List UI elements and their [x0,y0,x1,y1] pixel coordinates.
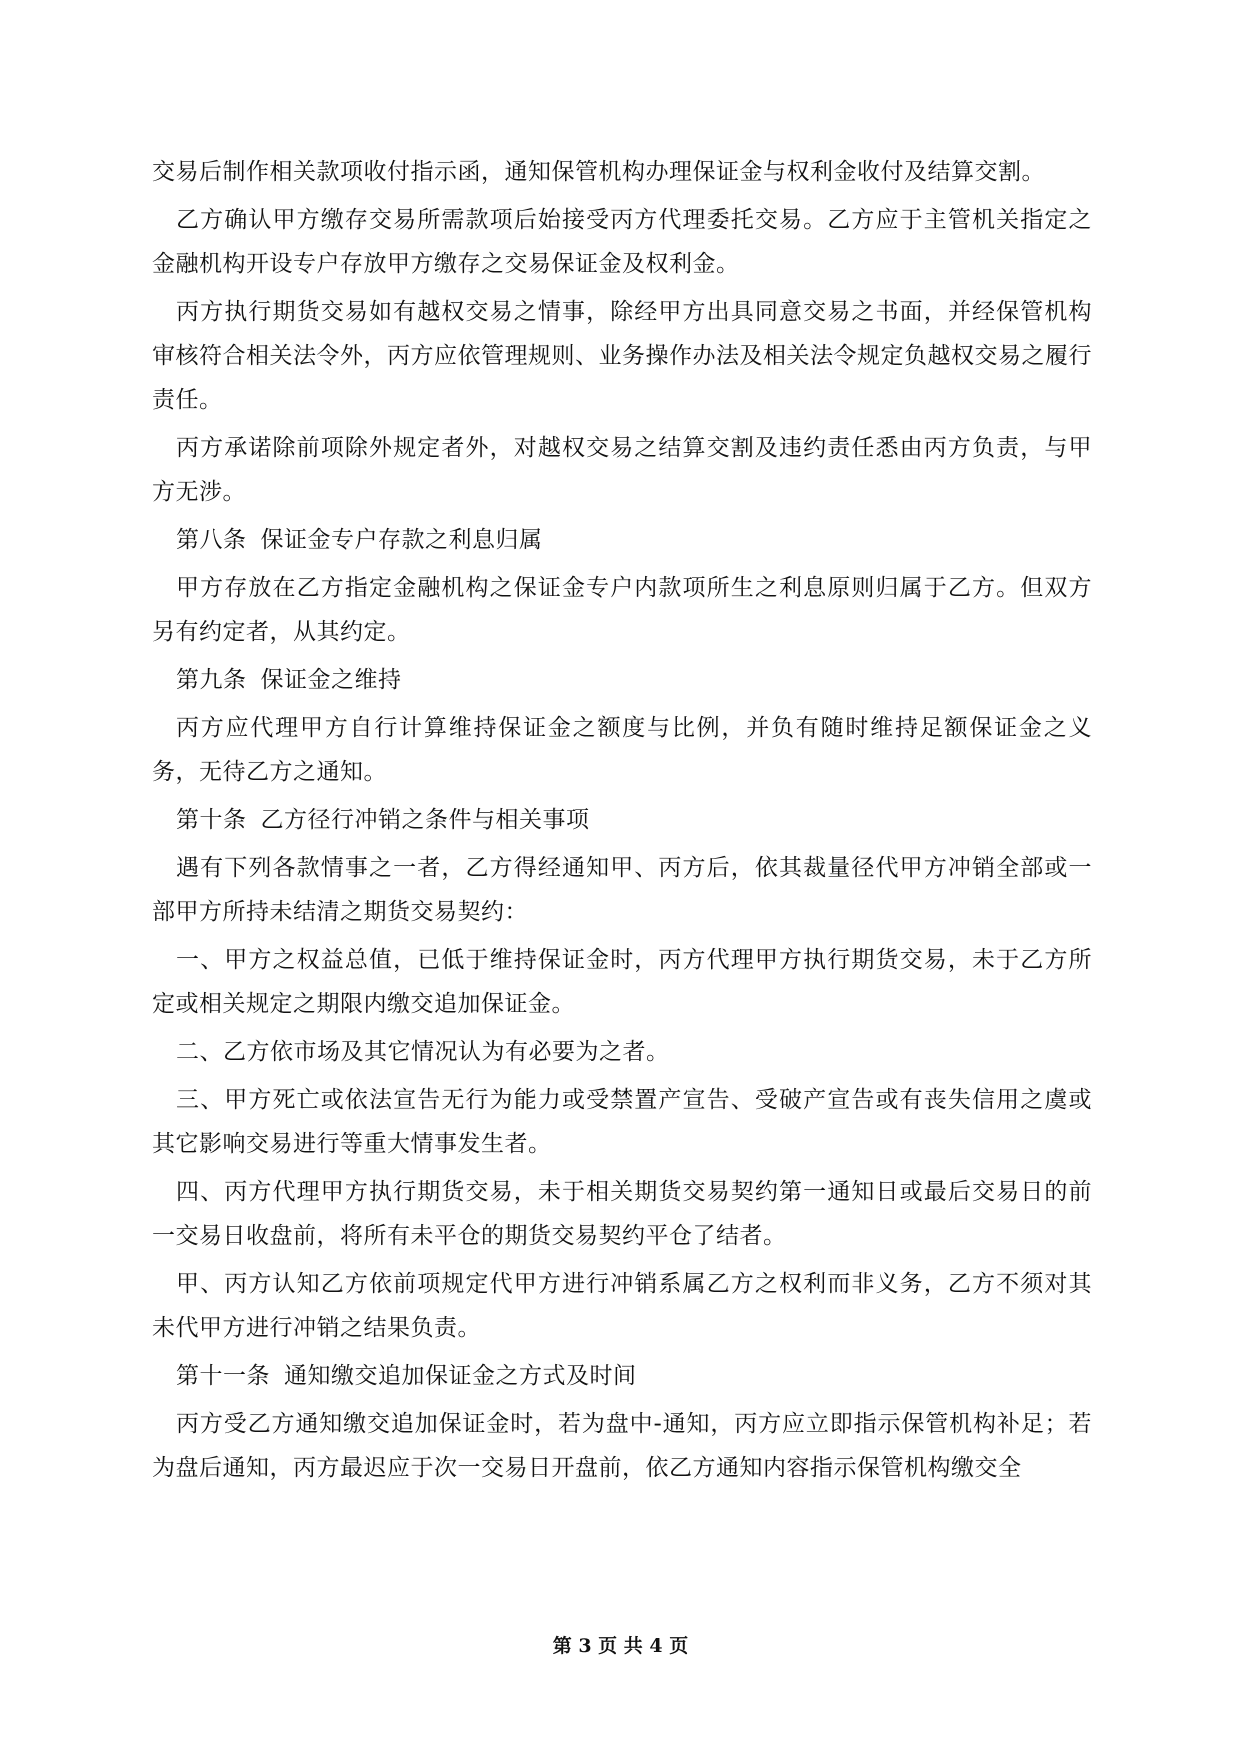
article-title: 保证金专户存款之利息归属 [260,527,543,553]
article-heading [152,518,1092,562]
article-title: 通知缴交追加保证金之方式及时间 [284,1363,637,1389]
paragraph: 甲、丙方认知乙方依前项规定代甲方进行冲销系属乙方之权利而非义务，乙方不须对其未代甲方进行冲销之结果负责。 [152,1271,1092,1341]
article-heading [152,1354,1092,1398]
list-item: 一、甲方之权益总值，已低于维持保证金时，丙方代理甲方执行期货交易，未于乙方所定或相关规定之期限内缴交追加保证金。 [152,947,1092,1017]
page-number-footer: 第 3 页 共 4 页 [552,1635,689,1657]
paragraph: 遇有下列各款情事之一者，乙方得经通知甲、丙方后，依其裁量径代甲方冲销全部或一部甲方所持未结清之期货交易契约： [152,855,1092,925]
list-item: 三、甲方死亡或依法宣告无行为能力或受禁置产宣告、受破产宣告或有丧失信用之虞或其它影响交易进行等重大情事发生者。 [152,1087,1092,1157]
article-title: 乙方径行冲销之条件与相关事项 [260,807,590,833]
list-item: 二、乙方依市场及其它情况认为有必要为之者。 [176,1039,670,1065]
document-body [152,150,1092,1494]
paragraph: 丙方承诺除前项除外规定者外，对越权交易之结算交割及违约责任悉由丙方负责，与甲方无涉。 [152,435,1092,505]
paragraph: 丙方执行期货交易如有越权交易之情事，除经甲方出具同意交易之书面，并经保管机构审核符合相关法令外，丙方应依管理规则、业务操作办法及相关法令规定负越权交易之履行责任。 [152,299,1092,413]
article-heading [152,658,1092,702]
article-number: 第十条 [176,807,247,833]
paragraph: 丙方受乙方通知缴交追加保证金时，若为盘中-通知，丙方应立即指示保管机构补足；若为盘后通知，丙方最迟应于次一交易日开盘前，依乙方通知内容指示保管机构缴交全 [152,1411,1092,1481]
article-number: 第八条 [176,527,247,553]
article-number: 第九条 [176,667,247,693]
paragraph: 交易后制作相关款项收付指示函，通知保管机构办理保证金与权利金收付及结算交割。 [152,159,1045,185]
paragraph: 乙方确认甲方缴存交易所需款项后始接受丙方代理委托交易。乙方应于主管机关指定之金融机构开设专户存放甲方缴存之交易保证金及权利金。 [152,207,1092,277]
article-heading [152,798,1092,842]
article-number: 第十一条 [176,1363,270,1389]
paragraph: 丙方应代理甲方自行计算维持保证金之额度与比例，并负有随时维持足额保证金之义务，无待乙方之通知。 [152,715,1092,785]
list-item: 四、丙方代理甲方执行期货交易，未于相关期货交易契约第一通知日或最后交易日的前一交易日收盘前，将所有未平仓的期货交易契约平仓了结者。 [152,1179,1092,1249]
article-title: 保证金之维持 [260,667,402,693]
paragraph: 甲方存放在乙方指定金融机构之保证金专户内款项所生之利息原则归属于乙方。但双方另有约定者，从其约定。 [152,575,1092,645]
